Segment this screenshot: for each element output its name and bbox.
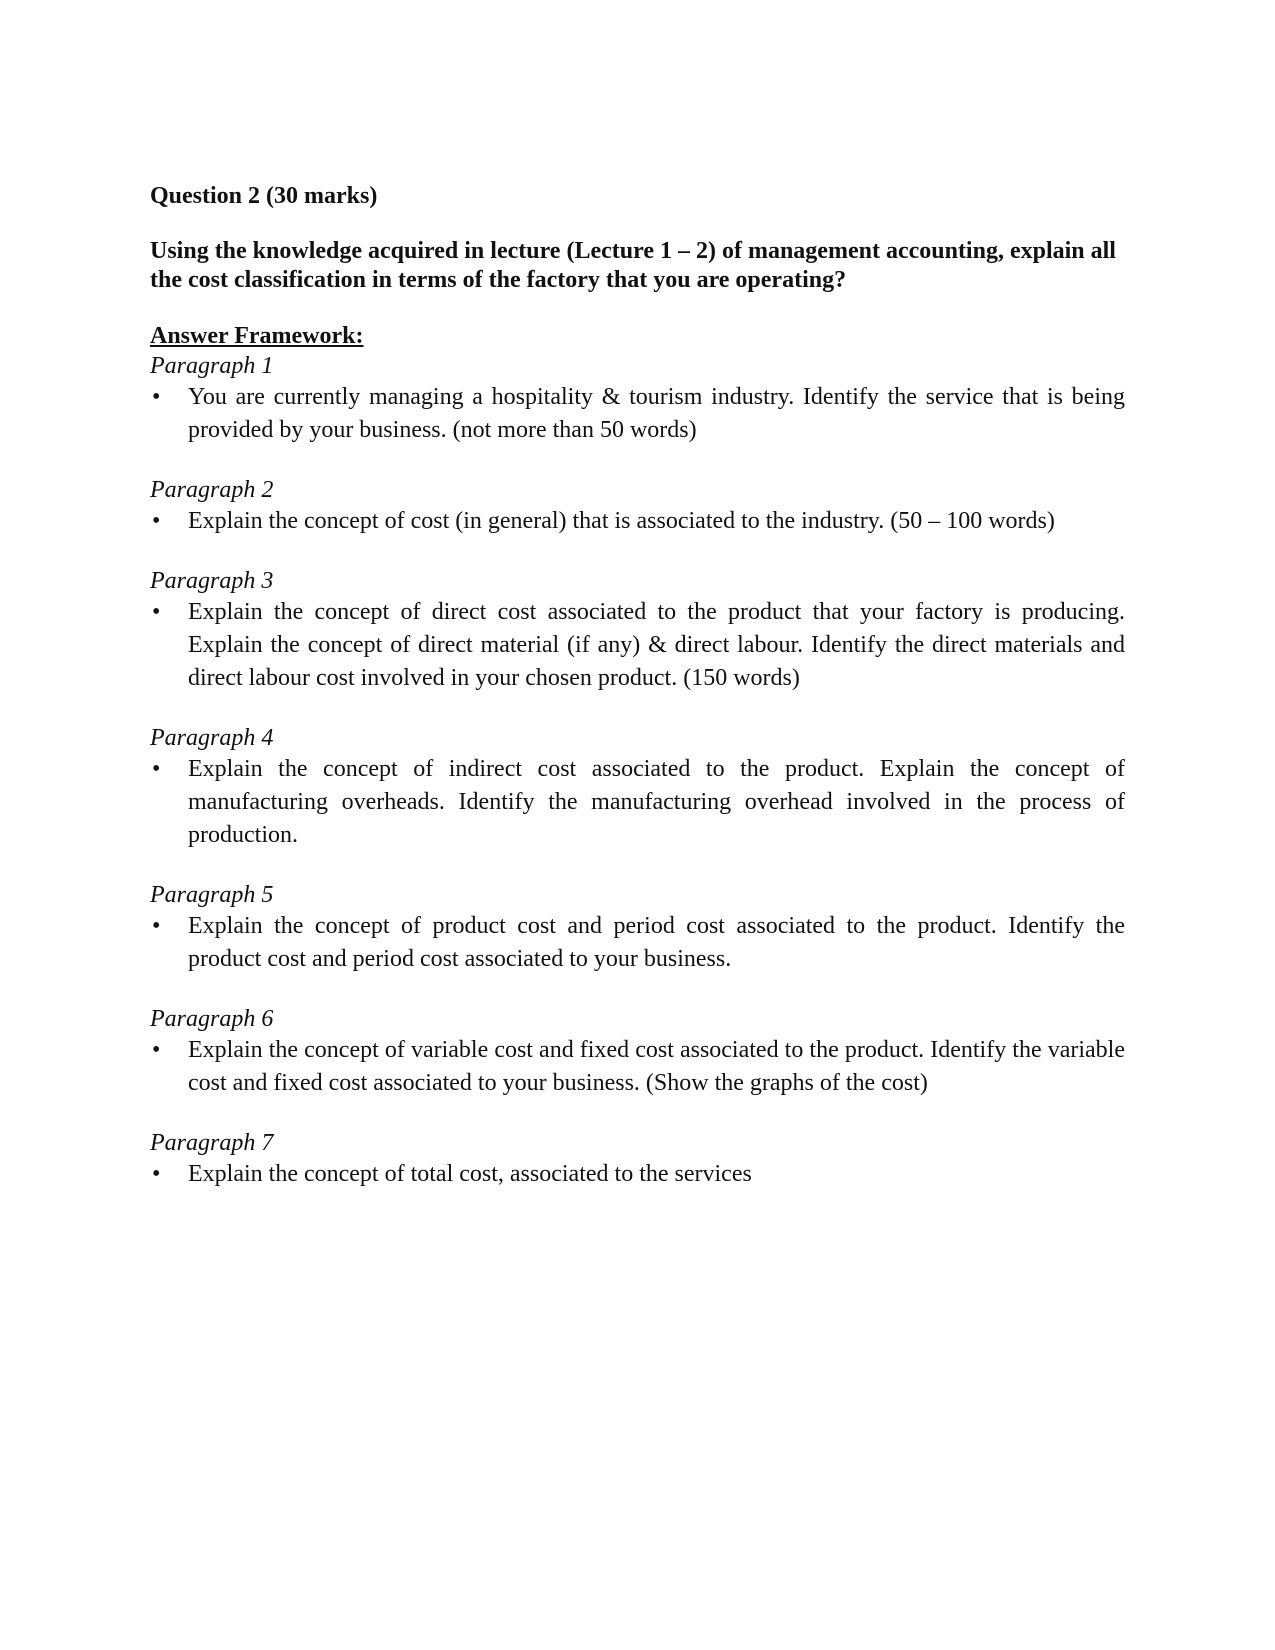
- paragraph-label: Paragraph 4: [150, 725, 274, 751]
- bullet-icon: •: [152, 599, 161, 625]
- bullet-icon: •: [152, 756, 161, 782]
- paragraph-label: Paragraph 5: [150, 882, 274, 908]
- bullet-icon: •: [152, 1161, 161, 1187]
- paragraph-label: Paragraph 7: [150, 1130, 274, 1156]
- bullet-text: You are currently managing a hospitality & tourism industry. Identify the service that is being provided by your business. (not more than 50 words): [188, 384, 1125, 443]
- bullet-text: Explain the concept of product cost and period cost associated to the product. Identify the product cost and period cost associated to your business.: [188, 913, 1125, 972]
- bullet-text: Explain the concept of total cost, associated to the services: [188, 1161, 752, 1187]
- bullet-item: [150, 910, 1125, 976]
- paragraph-3-block: [150, 566, 1125, 695]
- paragraph-label: Paragraph 1: [150, 353, 274, 379]
- bullet-icon: •: [152, 1037, 161, 1063]
- paragraph-2-block: [150, 475, 1125, 538]
- bullet-icon: •: [152, 508, 161, 534]
- paragraph-5-block: [150, 880, 1125, 976]
- bullet-icon: •: [152, 913, 161, 939]
- bullet-item: [150, 753, 1125, 852]
- bullet-item: [150, 596, 1125, 695]
- bullet-item: [150, 1158, 1125, 1191]
- bullet-item: [150, 381, 1125, 447]
- bullet-icon: •: [152, 384, 161, 410]
- bullet-item: [150, 505, 1125, 538]
- bullet-text: Explain the concept of direct cost associated to the product that your factory is producing. Explain the concept of direct material (if any) & direct labour. Identify the direct materials and direct labour cost involved in your chosen product. (150 words): [188, 599, 1125, 691]
- paragraph-4-block: [150, 723, 1125, 852]
- bullet-text: Explain the concept of indirect cost associated to the product. Explain the concept of manufacturing overheads. Identify the manufacturing overhead involved in the process of production.: [188, 756, 1125, 848]
- answer-framework-heading: Answer Framework:: [150, 323, 364, 349]
- paragraph-label: Paragraph 6: [150, 1006, 274, 1032]
- paragraph-7-block: [150, 1128, 1125, 1191]
- paragraph-label: Paragraph 2: [150, 477, 274, 503]
- bullet-item: [150, 1034, 1125, 1100]
- paragraph-label: Paragraph 3: [150, 568, 274, 594]
- bullet-text: Explain the concept of cost (in general) that is associated to the industry. (50 – 100 words): [188, 508, 1055, 534]
- bullet-text: Explain the concept of variable cost and fixed cost associated to the product. Identify the variable cost and fixed cost associated to your business. (Show the graphs of the cost): [188, 1037, 1125, 1096]
- paragraph-6-block: [150, 1004, 1125, 1100]
- paragraph-1-block: [150, 351, 1125, 447]
- question-title: Question 2 (30 marks): [150, 183, 378, 209]
- document-page: [150, 180, 1125, 1191]
- question-prompt: Using the knowledge acquired in lecture (Lecture 1 – 2) of management accounting, explain all the cost classification in terms of the factory that you are operating?: [150, 238, 1116, 293]
